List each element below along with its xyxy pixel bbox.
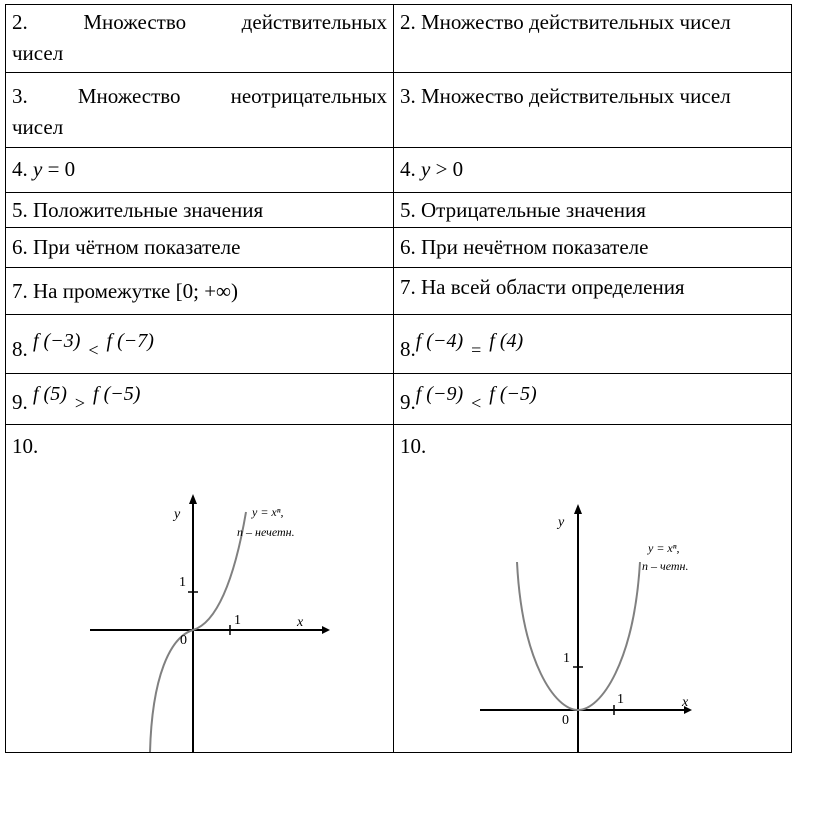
x-axis-arrow: [322, 626, 330, 634]
even-power-graph: [400, 462, 786, 752]
cell-text-line: 2. Множество действительных: [12, 10, 387, 34]
item-number: 10.: [12, 434, 39, 458]
y-axis-label: y: [558, 515, 565, 530]
cell-text: 5. Положительные значения: [12, 198, 264, 222]
cell-right-10: [394, 425, 792, 753]
y-axis-arrow: [574, 504, 582, 514]
item-number: 8.: [12, 337, 28, 361]
cell-left-2: [6, 5, 394, 73]
item-number: 10.: [400, 434, 427, 458]
x-axis-label: x: [682, 695, 689, 710]
cell-left-8: [6, 315, 394, 374]
item-number: 4.: [12, 157, 28, 181]
x-axis-label: x: [297, 615, 304, 630]
cell-text: 6. При чётном показателе: [12, 235, 241, 259]
cell-text: 7. На промежутке [0; +∞): [12, 279, 239, 303]
table-row: [6, 228, 792, 268]
cell-left-9: [6, 374, 394, 425]
cell-text: 3. Множество действительных чисел: [400, 84, 731, 108]
variable-y: y: [421, 157, 431, 181]
function-value: f (−3): [33, 330, 81, 352]
table-row: [6, 268, 792, 315]
y-axis-arrow: [189, 494, 197, 504]
table-row: [6, 73, 792, 148]
item-number: 8.: [400, 337, 416, 361]
y-tick-label: 1: [563, 651, 570, 666]
cell-right-7: [394, 268, 792, 315]
function-value: f (−9): [415, 383, 464, 405]
item-number: 9.: [400, 390, 416, 414]
table-row: [6, 5, 792, 73]
cell-text: 6. При нечётном показателе: [400, 235, 649, 259]
table-row: [6, 374, 792, 425]
variable-y: y: [33, 157, 43, 181]
cell-left-5: [6, 193, 394, 228]
cell-left-3: [6, 73, 394, 148]
y-axis-label: y: [174, 507, 181, 522]
function-annotation: y = xⁿ,: [252, 505, 284, 519]
cell-left-6: [6, 228, 394, 268]
item-number: 9.: [12, 390, 28, 414]
parity-annotation: n – четн.: [642, 559, 689, 573]
cell-text: 7. На всей области определения: [400, 275, 685, 299]
cell-text-line: чисел: [12, 41, 64, 65]
parity-annotation: n – нечетн.: [237, 525, 295, 539]
equation-rest: = 0: [42, 157, 76, 181]
comparison-operator: <: [471, 393, 482, 413]
table-row: [6, 425, 792, 753]
cell-left-4: [6, 148, 394, 193]
comparison-operator: <: [88, 340, 99, 360]
comparison-table: [5, 4, 792, 753]
cell-right-9: [394, 374, 792, 425]
function-value: f (−5): [489, 383, 537, 405]
cubic-curve: [150, 512, 246, 752]
table-row: [6, 315, 792, 374]
cell-right-2: [394, 5, 792, 73]
cell-right-4: [394, 148, 792, 193]
cell-text-line: 3. Множество неотрицательных: [12, 84, 387, 108]
function-value: f (−7): [106, 330, 154, 352]
x-tick-label: 1: [617, 692, 624, 707]
comparison-operator: >: [74, 393, 86, 413]
table-row: [6, 148, 792, 193]
x-tick-label: 1: [234, 613, 241, 628]
odd-power-graph: [12, 462, 388, 752]
table-row: [6, 193, 792, 228]
origin-label: 0: [180, 633, 187, 648]
equation-rest: > 0: [430, 157, 464, 181]
function-value: f (−5): [93, 383, 141, 405]
cell-text: 2. Множество действительных чисел: [400, 10, 731, 34]
cell-right-6: [394, 228, 792, 268]
y-tick-label: 1: [179, 575, 186, 590]
function-annotation: y = xⁿ,: [648, 541, 680, 555]
function-value: f (5): [33, 383, 67, 405]
cell-right-5: [394, 193, 792, 228]
cell-right-3: [394, 73, 792, 148]
function-value: f (4): [489, 330, 524, 352]
origin-label: 0: [562, 713, 569, 728]
cell-left-10: [6, 425, 394, 753]
comparison-operator: =: [471, 340, 482, 360]
cell-text-line: чисел: [12, 115, 64, 139]
cell-text: 5. Отрицательные значения: [400, 198, 646, 222]
item-number: 4.: [400, 157, 416, 181]
function-value: f (−4): [415, 330, 464, 352]
cell-left-7: [6, 268, 394, 315]
cell-right-8: [394, 315, 792, 374]
